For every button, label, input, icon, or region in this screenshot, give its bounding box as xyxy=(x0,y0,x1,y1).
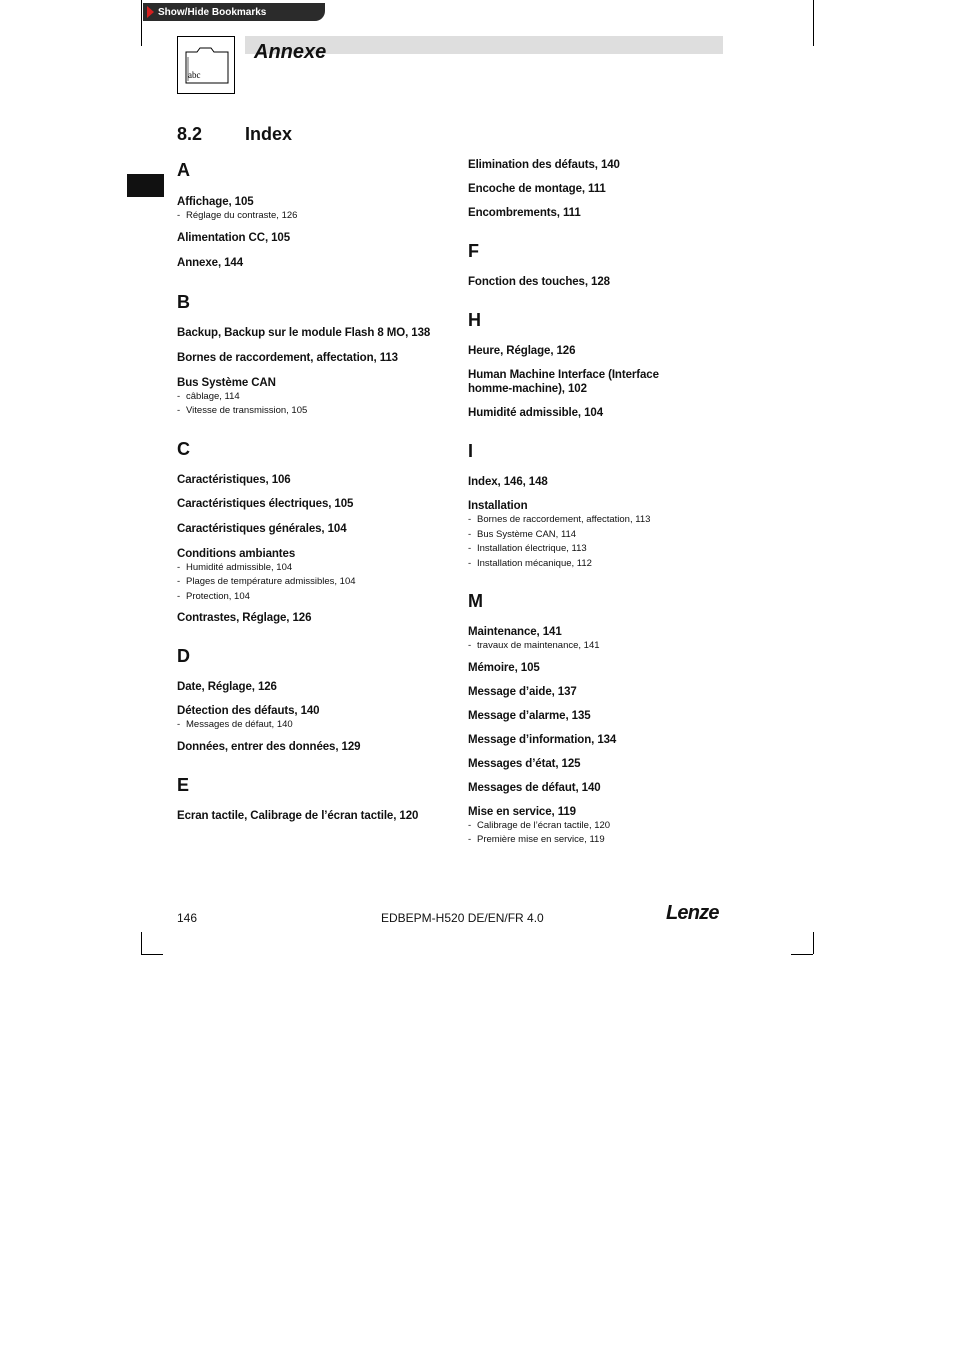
index-entry[interactable]: Date, Réglage, 126 xyxy=(177,681,277,693)
index-entry[interactable]: Message d’alarme, 135 xyxy=(468,709,591,722)
index-subentry[interactable]: - Messages de défaut, 140 xyxy=(177,719,293,730)
index-entry[interactable]: Alimentation CC, 105 xyxy=(177,231,291,244)
index-entry[interactable]: Installation xyxy=(468,500,528,512)
index-entry[interactable]: Maintenance, 141 xyxy=(468,626,562,638)
index-entry[interactable]: Mise en service, 119 xyxy=(468,805,576,818)
play-arrow-icon xyxy=(147,6,154,18)
index-subentry[interactable]: - Calibrage de l’écran tactile, 120 xyxy=(468,819,611,831)
folder-icon xyxy=(184,47,230,85)
index-entry[interactable]: Messages de défaut, 140 xyxy=(468,781,601,794)
index-entry[interactable]: Heure, Réglage, 126 xyxy=(468,345,576,357)
index-entry[interactable]: Message d’aide, 137 xyxy=(468,685,577,698)
index-entry[interactable]: Affichage, 105 xyxy=(177,196,254,208)
index-letter: D xyxy=(177,646,190,666)
index-column-right xyxy=(468,158,738,848)
index-entry[interactable]: Elimination des défauts, 140 xyxy=(468,159,620,171)
document-id: EDBEPM-H520 DE/EN/FR 4.0 xyxy=(381,911,544,925)
index-entry[interactable]: Index, 146, 148 xyxy=(468,476,548,488)
index-subentry[interactable]: - câblage, 114 xyxy=(177,390,240,402)
index-subentry[interactable]: - Installation mécanique, 112 xyxy=(468,557,592,569)
index-letter: M xyxy=(468,591,483,611)
crop-mark xyxy=(141,0,142,46)
index-entry[interactable]: Données, entrer des données, 129 xyxy=(177,740,361,753)
section-title: Index xyxy=(245,124,293,144)
index-entry[interactable]: Mémoire, 105 xyxy=(468,661,540,674)
index-entry[interactable]: Backup, Backup sur le module Flash 8 MO, 138 xyxy=(177,326,431,339)
folder-icon-text: abc xyxy=(188,70,201,80)
index-subentry[interactable]: - Première mise en service, 119 xyxy=(468,834,605,845)
index-letter: B xyxy=(177,291,190,312)
index-entry[interactable]: Caractéristiques générales, 104 xyxy=(177,522,347,535)
lenze-logo: Lenze xyxy=(666,902,719,924)
index-subentry[interactable]: - Réglage du contraste, 126 xyxy=(177,210,298,221)
crop-mark xyxy=(141,932,142,954)
index-subentry[interactable]: - Plages de température admissibles, 104 xyxy=(177,576,356,587)
index-letter: A xyxy=(177,160,190,180)
crop-mark xyxy=(141,954,163,955)
index-entry[interactable]: Ecran tactile, Calibrage de l’écran tactile, 120 xyxy=(177,809,419,822)
index-entry[interactable]: Caractéristiques électriques, 105 xyxy=(177,497,354,510)
show-hide-bookmarks-button[interactable] xyxy=(143,3,325,21)
index-letter: F xyxy=(468,241,479,261)
index-subentry[interactable]: - Humidité admissible, 104 xyxy=(177,561,293,573)
index-subentry[interactable]: - Installation électrique, 113 xyxy=(468,543,587,554)
crop-mark xyxy=(813,932,814,954)
index-subentry[interactable]: - Protection, 104 xyxy=(177,590,250,602)
index-entry[interactable]: Caractéristiques, 106 xyxy=(177,473,291,486)
index-letter: I xyxy=(468,441,474,461)
index-entry[interactable]: Messages d’état, 125 xyxy=(468,757,581,770)
index-entry[interactable]: Bus Système CAN xyxy=(177,376,276,389)
index-entry[interactable]: Fonction des touches, 128 xyxy=(468,276,610,288)
crop-mark xyxy=(813,0,814,46)
index-subentry[interactable]: - Vitesse de transmission, 105 xyxy=(177,405,308,416)
index-entry[interactable]: Bornes de raccordement, affectation, 113 xyxy=(177,351,398,364)
bookmark-tab-label: Show/Hide Bookmarks xyxy=(158,6,267,18)
index-subentry[interactable]: - travaux de maintenance, 141 xyxy=(468,640,600,651)
index-entry[interactable]: Détection des défauts, 140 xyxy=(177,705,320,717)
index-letter: H xyxy=(468,310,481,330)
page-number: 146 xyxy=(177,911,198,925)
index-entry[interactable]: Human Machine Interface (Interface homme-machine), 102 xyxy=(468,369,659,395)
index-entry[interactable]: Message d’information, 134 xyxy=(468,733,617,746)
crop-mark xyxy=(791,954,813,955)
index-entry[interactable]: Annexe, 144 xyxy=(177,256,244,269)
chapter-icon-box xyxy=(177,36,235,94)
index-letter: C xyxy=(177,438,190,459)
index-entry[interactable]: Contrastes, Réglage, 126 xyxy=(177,612,312,624)
index-letter: E xyxy=(177,774,190,795)
index-subentry[interactable]: - Bus Système CAN, 114 xyxy=(468,528,577,540)
index-subentry[interactable]: - Bornes de raccordement, affectation, 113 xyxy=(468,514,651,525)
index-entry[interactable]: Humidité admissible, 104 xyxy=(468,407,604,419)
section-number: 8.2 xyxy=(177,124,203,144)
index-column-left xyxy=(177,160,447,823)
index-entry[interactable]: Encoche de montage, 111 xyxy=(468,183,606,195)
index-entry[interactable]: Conditions ambiantes xyxy=(177,547,296,560)
page-title: Annexe xyxy=(254,41,327,63)
chapter-marker xyxy=(127,174,164,197)
index-entry[interactable]: Encombrements, 111 xyxy=(468,207,581,219)
